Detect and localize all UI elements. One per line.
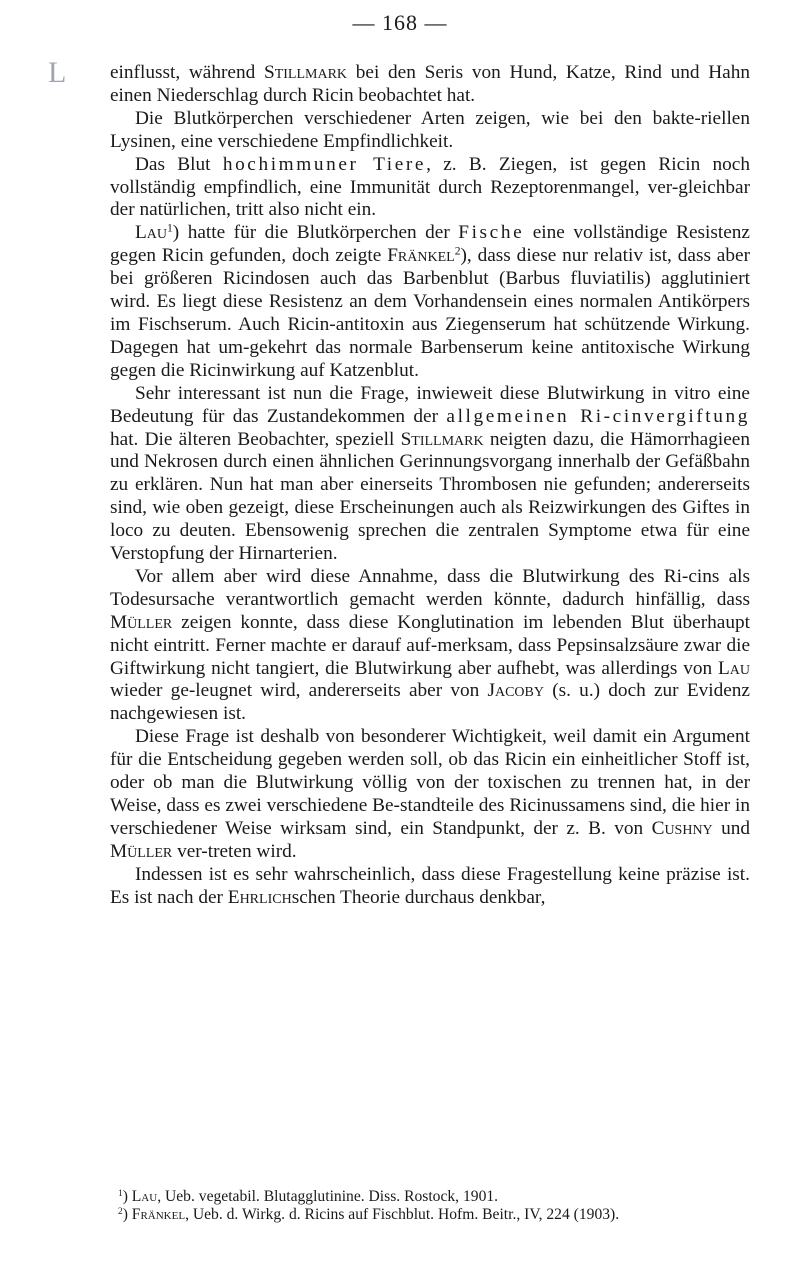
author-name: Lau — [718, 657, 750, 679]
text-run: ), dass diese nur relativ ist, dass aber bei größeren Ricindosen auch das Barbenblut (Barbus fluviatilis) agglutiniert wird. Es liegt diese Resistenz an dem Vorhandensein eines normalen Antikörpers im Fischserum. Auch Ricin-antitoxin aus Ziegenserum hat schützende Wirkung. Dagegen hat um-gekehrt das normale Barbenserum keine antitoxische Wirkung gegen die Ricinwirkung auf Katzenblut. — [110, 245, 750, 381]
text-run: Indessen ist es sehr wahrscheinlich, dass diese Fragestellung keine präzise ist. Es ist nach der — [110, 863, 750, 908]
text-run: ) hatte für die Blutkörperchen der — [172, 222, 459, 244]
author-name: Stillmark — [263, 62, 348, 83]
text-run: , Ueb. vegetabil. Blutagglutinine. Diss. Rostock, 1901. — [157, 1188, 499, 1205]
paragraph — [110, 222, 750, 382]
text-run: Sehr interessant ist nun die Frage, inwieweit diese Blutwirkung in vitro eine Bedeutung für das Zustandekommen der — [110, 382, 750, 427]
text-run: und — [712, 817, 750, 839]
paragraph — [110, 864, 750, 910]
text-run: Vor allem aber wird diese Annahme, dass die Blutwirkung des Ri-cins als Todesursache verantwortlich gemacht werden könnte, dadurch hinfällig, dass — [110, 565, 750, 610]
text-run: bei den Seris von Hund, Katze, Rind und Hahn einen Niederschlag durch Ricin beobachtet hat. — [110, 62, 751, 106]
footnote — [110, 1188, 750, 1206]
text-run: eine vollständige Resistenz gegen Ricin gefunden, doch zeigte — [110, 222, 750, 267]
footnote — [110, 1206, 750, 1224]
text-run: ver-treten wird. — [172, 840, 297, 862]
page-number: — 168 — — [352, 10, 448, 35]
author-name: Lau — [131, 1188, 158, 1205]
body-text — [110, 62, 750, 910]
paragraph — [110, 383, 750, 566]
text-run: wieder ge-leugnet wird, andererseits aber von — [110, 680, 488, 702]
footnote-ref: 2 — [454, 244, 461, 258]
text-run: (s. u.) doch zur Evidenz nachgewiesen ist. — [110, 680, 750, 725]
author-name: Müller — [110, 840, 173, 862]
text-run: hat. Die älteren Beobachter, speziell — [110, 428, 401, 450]
footnote-ref: 2 — [118, 1206, 123, 1217]
text-run: einflusst, während — [110, 62, 264, 83]
paragraph — [110, 566, 750, 726]
paragraph — [110, 154, 750, 223]
author-name: Lau — [135, 222, 167, 244]
text-run: ) — [122, 1205, 132, 1223]
paragraph — [110, 62, 750, 108]
text-run: Das Blut — [135, 153, 223, 175]
text-run: zeigen konnte, dass diese Konglutination im lebenden Blut überhaupt nicht eintritt. Ferner machte er darauf auf-merksam, dass Pepsinsalzsäure zwar die Giftwirkung nicht tangiert, die Blutwirkung aber aufhebt, was allerdings von — [110, 611, 750, 679]
emphasized-text: Fische — [458, 222, 525, 244]
author-name: Ehrlich — [227, 886, 292, 908]
author-name: Cushny — [651, 817, 713, 839]
footnotes — [110, 1188, 750, 1224]
author-name: Fränkel — [387, 245, 455, 267]
text-run: , Ueb. d. Wirkg. d. Ricins auf Fischblut. Hofm. Beitr., IV, 224 (1903). — [185, 1205, 620, 1223]
margin-mark: L — [48, 56, 67, 89]
author-name: Jacoby — [487, 680, 544, 702]
footnote-ref: 1 — [167, 221, 173, 235]
text-run: , z. B. Ziegen, ist gegen Ricin noch vollständig empfindlich, eine Immunität durch Rezeptorenmangel, ver-gleichbar der natürlichen, tritt also nicht ein. — [110, 153, 750, 221]
text-run: ) — [122, 1188, 132, 1205]
text-run: neigten dazu, die Hämorrhagieen und Nekrosen durch einen ähnlichen Gerinnungsvorgang innerhalb der Gefäßbahn zu erklären. Nun hat man aber einerseits Thrombosen nie gefunden; andererseits sind, wie oben gezeigt, diese Erscheinungen auch als Reizwirkungen des Giftes in loco zu deuten. Ebensowenig sprechen die zentralen Symptome etwa für eine Verstopfung der Hirnarterien. — [110, 428, 750, 565]
paragraph — [110, 726, 750, 863]
paragraph — [110, 108, 750, 154]
author-name: Fränkel — [131, 1205, 186, 1223]
author-name: Müller — [110, 611, 173, 633]
text-run: Die Blutkörperchen verschiedener Arten zeigen, wie bei den bakte-riellen Lysinen, eine verschiedene Empfindlichkeit. — [110, 107, 750, 152]
text-run: Diese Frage ist deshalb von besonderer Wichtigkeit, weil damit ein Argument für die Entscheidung gegeben werden soll, ob das Ricin ein einheitlicher Stoff ist, oder ob man die Blutwirkung völlig von der toxischen zu trennen hat, in der Weise, dass es zwei verschiedene Be-standteile des Ricinussamens sind, die hier in verschiedener Weise wirksam sind, ein Standpunkt, der z. B. von — [110, 726, 750, 839]
emphasized-text: hochimmuner Tiere — [222, 153, 427, 175]
emphasized-text: allgemeinen Ri-cinvergiftung — [446, 405, 750, 427]
text-run: schen Theorie durchaus denkbar, — [291, 886, 546, 908]
footnote-ref: 1 — [118, 1188, 123, 1199]
author-name: Stillmark — [400, 428, 484, 450]
